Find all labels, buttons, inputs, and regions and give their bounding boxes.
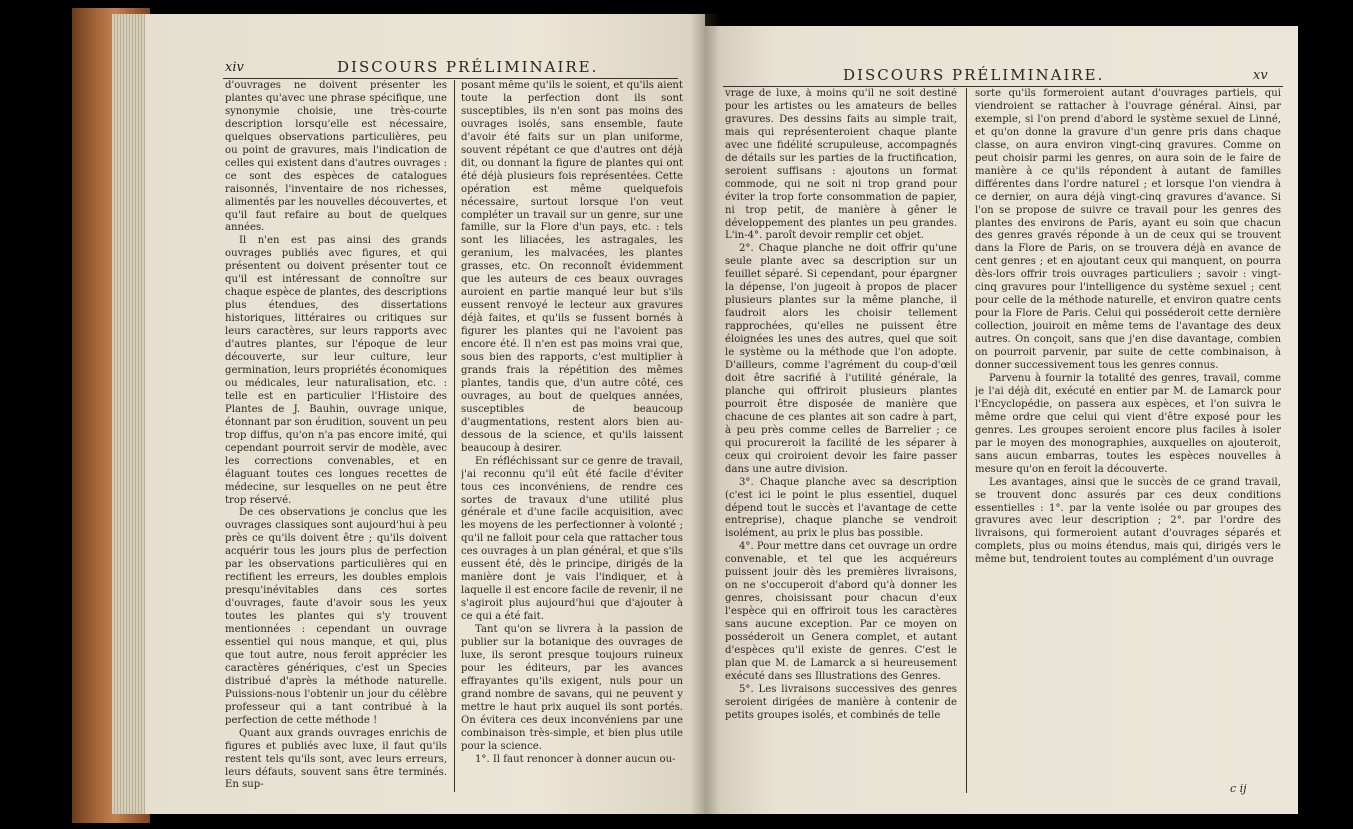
paragraph: En réfléchissant sur ce genre de travail, j'ai reconnu qu'il eût été facile d'éviter tous ces inconvéniens, de rendre ces sortes de travaux d'une utilité plus générale et d'une facile acquisition, avec les moyens de les perfectionner à volonté ; qu'il ne falloit pour cela que rattacher tous ces ouvrages à un plan général, et que s'ils eussent été, dès le principe, dirigés de la manière dont je vais l'indiquer, et à laquelle il est encore facile de revenir, il ne s'agiroit plus aujourd'hui que d'ajouter à ce qui a été fait. [461, 455, 683, 623]
paragraph: 3°. Chaque planche avec sa description (c'est ici le point le plus essentiel, duquel dépend tout le succès et l'avantage de cette entreprise), chaque planche se vendroit isolément, au prix le plus bas possible. [725, 476, 957, 540]
left-column-2 [461, 80, 683, 802]
paragraph: sorte qu'ils formeroient autant d'ouvrages partiels, qui viendroient se rattacher à l'ouvrage général. Ainsi, par exemple, si l'on prend d'abord le système sexuel de Linné, et qu'on donne la gravure d'un genre pris dans chaque classe, on aura environ vingt-cinq gravures. Comme on peut choisir parmi les genres, on aura soin de le faire de manière à ce qu'ils répondent à autant de familles différentes dans l'ordre naturel ; et lorsque l'on viendra à ce dernier, on aura déjà vingt-cinq gravures d'avance. Si l'on se propose de suivre ce travail pour les genres des plantes des environs de Paris, ayant eu soin que chacun des genres gravés réponde à un de ceux qui se trouvent dans la Flore de Paris, on se trouvera déjà en avance de cent genres ; et en ajoutant ceux qui manquent, on pourra dès-lors offrir trois ouvrages particuliers ; savoir : vingt-cinq gravures pour l'intelligence du système sexuel ; cent pour celle de la méthode naturelle, et environ quatre cents pour la Flore de Paris. Celui qui posséderoit cette dernière collection, jouiroit en même tems de l'avantage des deux autres. On conçoit, sans que j'en dise davantage, combien on pourroit parvenir, par suite de cette combinaison, à donner successivement tous les genres connus. [975, 88, 1281, 372]
paragraph: Il n'en est pas ainsi des grands ouvrages publiés avec figures, et qui présentent ou doivent présenter tout ce qu'il est intéressant de connoître sur chaque espèce de plantes, des descriptions plus étendues, des dissertations historiques, littéraires ou critiques sur leurs caractères, sur leurs rapports avec d'autres plantes, sur l'époque de leur découverte, sur leur culture, leur germination, leurs propriétés économiques ou médicales, leur naturalisation, etc. : telle est en particulier l'Histoire des Plantes de J. Bauhin, ouvrage unique, étonnant par son érudition, souvent un peu trop diffus, qu'on n'a pas encore imité, qui cependant pourroit servir de modèle, avec les corrections convenables, et en élaguant toutes ces longues recettes de médecine, sur lesquelles on ne peut être trop réservé. [225, 235, 447, 506]
signature-mark: c ij [1230, 782, 1247, 795]
right-column-2 [975, 88, 1281, 793]
left-running-head: DISCOURS PRÉLIMINAIRE. [337, 58, 599, 76]
right-page [705, 26, 1298, 814]
paragraph: Quant aux grands ouvrages enrichis de figures et publiés avec luxe, il faut qu'ils restent tels qu'ils sont, avec leurs erreurs, leurs défauts, souvent sans être terminés. En sup- [225, 727, 447, 791]
left-column-rule [454, 80, 455, 792]
left-page [145, 14, 705, 814]
left-header-rule [223, 78, 678, 79]
paragraph: d'ouvrages ne doivent présenter les plantes qu'avec une phrase spécifique, une synonymie choisie, une très-courte description lorsqu'elle est nécessaire, quelques observations particulières, peu ou point de gravures, mais l'indication de celles qui existent dans d'autres ouvrages : ce sont des espèces de catalogues raisonnés, l'inventaire de nos richesses, alimentés par les nouvelles découvertes, et qu'il faut refaire au bout de quelques années. [225, 80, 447, 234]
paragraph: 1°. Il faut renoncer à donner aucun ou- [475, 753, 676, 765]
paragraph: Parvenu à fournir la totalité des genres, travail, comme je l'ai déjà dit, exécuté en entier par M. de Lamarck pour l'Encyclopédie, on passera aux espèces, et l'on suivra le même ordre que celui qui vient d'être exposé pour les genres. Les groupes seroient encore plus faciles à isoler par le moyen des monographies, auxquelles on ajouteroit, sans aucun embarras, toutes les espèces nouvelles à mesure qu'on en feroit la découverte. [975, 372, 1281, 475]
paragraph: 5°. Les livraisons successives des genres seroient dirigées de manière à contenir de petits groupes isolés, et combinés de telle [725, 683, 957, 721]
left-column-1 [225, 80, 447, 802]
page-edges [112, 14, 148, 814]
right-running-head: DISCOURS PRÉLIMINAIRE. [843, 66, 1105, 84]
paragraph: De ces observations je conclus que les ouvrages classiques sont aujourd'hui à peu près ce qu'ils doivent être ; qu'ils doivent acquérir tous les jours plus de perfection par les observations particulières qui en rectifient les erreurs, les doubles emplois presqu'inévitables dans ces sortes d'ouvrages, faute d'avoir sous les yeux toutes les plantes qui s'y trouvent mentionnées : cependant un ouvrage essentiel qui nous manque, et qui, plus que tout autre, nous feroit apprécier les caractères génériques, c'est un Species distribué d'après la méthode naturelle. Puissions-nous l'obtenir un jour du célèbre professeur qui a tant contribué à la perfection de cette méthode ! [225, 507, 447, 726]
right-header-rule [723, 86, 1283, 87]
paragraph: 2°. Chaque planche ne doit offrir qu'une seule plante avec sa description sur un feuillet séparé. Si cependant, pour épargner la dépense, l'on jugeoit à propos de placer plusieurs plantes sur la même planche, il faudroit alors les choisir tellement rapprochées, qu'elles ne puissent être éloignées les unes des autres, quel que soit le système ou la méthode que l'on adopte. D'ailleurs, comme l'agrément du coup-d'œil doit être sacrifié à l'utilité générale, la planche qui offriroit plusieurs plantes pourroit être disposée de manière que chacune de ces plantes ait son cadre à part, à peu près comme celles de Barrelier ; ce qui procureroit la facilité de les séparer à ceux qui croiroient devoir les faire passer dans une autre division. [725, 243, 957, 475]
right-column-rule [966, 88, 967, 793]
book-gutter [690, 14, 720, 814]
left-folio: xiv [225, 60, 244, 75]
paragraph: posant même qu'ils le soient, et qu'ils aient toute la perfection dont ils sont susceptibles, ils n'en sont pas moins des ouvrages isolés, sans ensemble, faute d'avoir été faits sur un plan uniforme, souvent répétant ce que d'autres ont déjà dit, ou donnant la figure de plantes qui ont été déjà plusieurs fois représentées. Cette opération est même quelquefois nécessaire, surtout lorsque l'on veut compléter un travail sur un genre, sur une famille, sur la Flore d'un pays, etc. : tels sont les liliacées, les astragales, les geranium, les malvacées, les plantes grasses, etc. On reconnoît évidemment que les auteurs de ces beaux ouvrages auroient en partie manqué leur but s'ils eussent renvoyé le lecteur aux gravures déjà faites, et qu'ils se fussent bornés à figurer les plantes qui ne l'avoient pas encore été. Il n'en est pas moins vrai que, sous bien des rapports, c'est multiplier à grands frais la répétition des mêmes plantes, tandis que, d'un autre côté, ces ouvrages, au bout de quelques années, susceptibles de beaucoup d'augmentations, restent alors bien au-dessous de la science, et qu'ils laissent beaucoup à desirer. [461, 80, 683, 454]
paragraph: Tant qu'on se livrera à la passion de publier sur la botanique des ouvrages de luxe, ils seront presque toujours ruineux pour les éditeurs, par les avances effrayantes qu'ils exigent, nuls pour un grand nombre de savans, qui ne peuvent y mettre le haut prix auquel ils sont portés. On évitera ces deux inconvéniens par une combinaison très-simple, et bien plus utile pour la science. [461, 624, 683, 752]
paragraph: Les avantages, ainsi que le succès de ce grand travail, se trouvent donc assurés par ces deux conditions essentielles : 1°. par la vente isolée ou par groupes des gravures avec leur description ; 2°. par l'ordre des livraisons, qui formeroient autant d'ouvrages séparés et complets, plus ou moins étendus, mais qui, dirigés vers le même but, tendroient toutes au complément d'un ouvrage [975, 476, 1281, 566]
paragraph: 4°. Pour mettre dans cet ouvrage un ordre convenable, et tel que les acquéreurs puissent jouir dès les premières livraisons, on ne s'occuperoit d'abord qu'à donner les genres, choisissant pour chacun d'eux l'espèce qui en offriroit tous les caractères sans aucune exception. Par ce moyen on posséderoit un Genera complet, et autant d'espèces qu'il existe de genres. C'est le plan que M. de Lamarck a si heureusement exécuté dans ses Illustrations des Genres. [725, 541, 957, 682]
right-folio: xv [1253, 68, 1268, 83]
right-column-1 [725, 88, 957, 793]
paragraph: vrage de luxe, à moins qu'il ne soit destiné pour les artistes ou les amateurs de belles gravures. Des dessins faits au simple trait, mais qui représenteroient chaque plante avec une fidélité scrupuleuse, accompagnés de détails sur les parties de la fructification, seroient suffisans : ajoutons un format commode, qui ne soit ni trop grand pour éviter la trop forte consommation de papier, ni trop petit, de manière à gêner le développement des plantes un peu grandes. L'in-4°. paroît devoir remplir cet objet. [725, 88, 957, 242]
